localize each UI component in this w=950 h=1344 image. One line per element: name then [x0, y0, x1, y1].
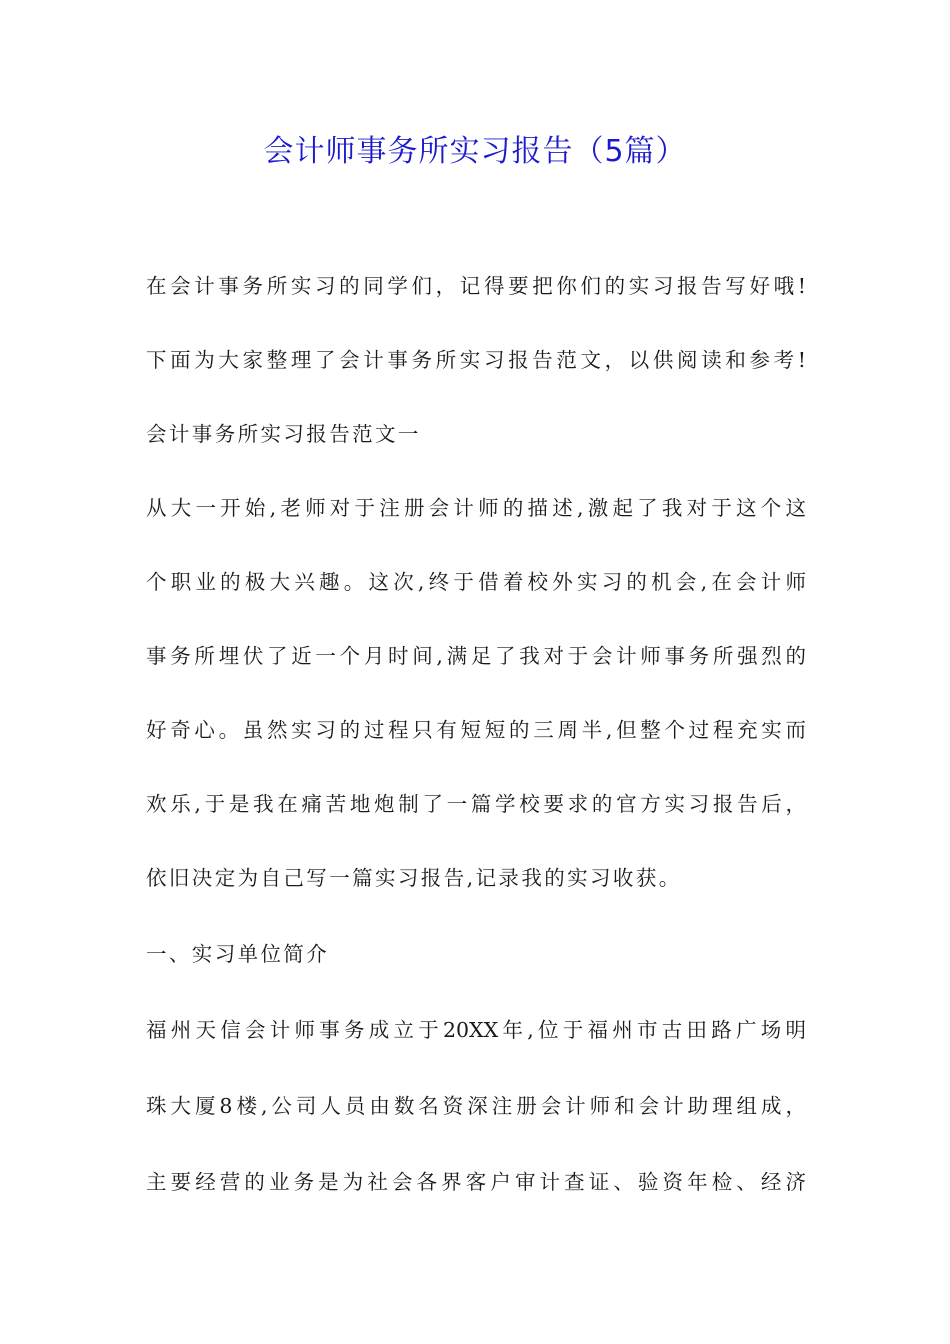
paragraph-line-12: 珠大厦8楼,公司人员由数名资深注册会计师和会计助理组成，	[146, 1094, 806, 1118]
paragraph-line-2: 下面为大家整理了会计事务所实习报告范文，以供阅读和参考!	[146, 348, 806, 372]
section-heading-company-intro: 一、实习单位简介	[146, 942, 330, 966]
paragraph-line-13: 主要经营的业务是为社会各界客户审计查证、验资年检、经济	[146, 1170, 806, 1194]
paragraph-line-8: 欢乐,于是我在痛苦地炮制了一篇学校要求的官方实习报告后，	[146, 792, 806, 816]
paragraph-line-11: 福州天信会计师事务成立于20XX年,位于福州市古田路广场明	[146, 1018, 806, 1042]
paragraph-line-4: 从大一开始,老师对于注册会计师的描述,激起了我对于这个这	[146, 496, 806, 520]
paragraph-line-5: 个职业的极大兴趣。这次,终于借着校外实习的机会,在会计师	[146, 570, 806, 594]
paragraph-line-1: 在会计事务所实习的同学们，记得要把你们的实习报告写好哦!	[146, 274, 806, 298]
paragraph-line-7: 好奇心。虽然实习的过程只有短短的三周半,但整个过程充实而	[146, 718, 806, 742]
document-title: 会计师事务所实习报告（5篇）	[263, 134, 687, 169]
paragraph-line-6: 事务所埋伏了近一个月时间,满足了我对于会计师事务所强烈的	[146, 644, 806, 668]
section-heading-sample-one: 会计事务所实习报告范文一	[146, 422, 421, 446]
paragraph-line-9: 依旧决定为自己写一篇实习报告,记录我的实习收获。	[146, 866, 682, 890]
